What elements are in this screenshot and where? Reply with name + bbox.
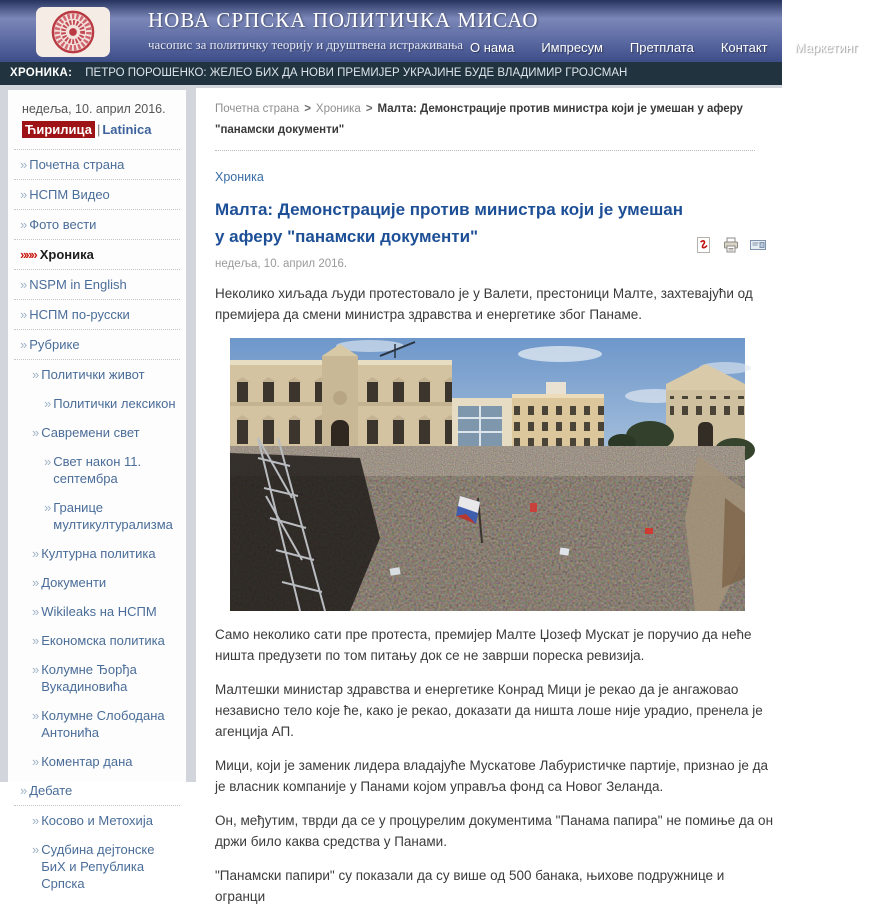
- sidebar-item-label: Косово и Метохија: [41, 813, 153, 828]
- sidebar-item-savremeni-svet[interactable]: [14, 418, 180, 447]
- sidebar-item-label: НСПМ Видео: [29, 187, 110, 202]
- ticker-label: ХРОНИКА:: [10, 67, 73, 79]
- sidebar: [8, 90, 186, 891]
- chevron-icon: [32, 661, 37, 678]
- chevron-icon: [20, 156, 25, 173]
- chevron-icon: [32, 424, 37, 441]
- sidebar-item-dokumenti[interactable]: [14, 568, 180, 597]
- lang-divider: |: [96, 122, 101, 137]
- article-paragraph: Малтешки министар здравства и енергетике Конрад Мици је рекао да је ангажовао независно тело које ће, како је рекао, доказати да ништа лоше није урадио, пренела је агенција АП.: [215, 681, 763, 739]
- sidebar-item-label: Рубрике: [29, 337, 80, 352]
- sidebar-item-label: NSPM in English: [29, 277, 127, 292]
- chevron-icon: [32, 545, 37, 562]
- sidebar-date: недеља, 10. април 2016.: [22, 102, 166, 116]
- sidebar-item-label: Свет након 11. септембра: [53, 454, 142, 486]
- sidebar-item-svet-nakon-11-septembra[interactable]: [14, 447, 180, 493]
- sidebar-item-label: Фото вести: [29, 217, 97, 232]
- sidebar-item-label: Документи: [41, 575, 107, 590]
- sidebar-item-label: Економска политика: [41, 633, 165, 648]
- breadcrumb-current: Малта: Демонстрације против министра који је умешан у аферу "панамски документи": [215, 103, 743, 137]
- sidebar-item-nspm-russki[interactable]: [14, 300, 180, 330]
- sidebar-item-kulturna-politika[interactable]: [14, 539, 180, 568]
- sidebar-item-foto[interactable]: [14, 210, 180, 240]
- sidebar-item-komentar-dana[interactable]: [14, 747, 180, 776]
- lang-cyrillic-button[interactable]: Ћирилица: [22, 121, 95, 138]
- chevron-icon: [20, 246, 36, 263]
- chevron-icon: [20, 186, 25, 203]
- main-content: [196, 88, 896, 904]
- chevron-icon: [32, 707, 37, 724]
- nav-pretplata[interactable]: Претплата: [629, 40, 694, 55]
- sidebar-item-label: Културна политика: [41, 546, 156, 561]
- chevron-icon: [20, 306, 25, 323]
- sidebar-item-label: Коментар дана: [41, 754, 133, 769]
- site-logo[interactable]: [36, 7, 110, 57]
- sidebar-item-label: Колумне Слободана Антонића: [41, 708, 165, 740]
- sidebar-item-label: Политички живот: [41, 367, 145, 382]
- breadcrumb-home[interactable]: Почетна страна: [215, 103, 300, 115]
- nav-kontakt[interactable]: Контакт: [720, 40, 768, 55]
- site-subtitle: часопис за политичку теорију и друштвена истраживања: [148, 37, 464, 52]
- lang-latinica-button[interactable]: Latinica: [102, 122, 152, 137]
- sidebar-item-label: Савремени свет: [41, 425, 140, 440]
- chevron-icon: [32, 841, 37, 858]
- sidebar-item-hronika[interactable]: [14, 240, 180, 270]
- article-tools: [696, 237, 766, 253]
- sidebar-item-label: Судбина дејтонске БиХ и Република Српска: [41, 842, 155, 891]
- article-paragraph: Он, међутим, тврди да се у процурелим документима "Панама папира" не помиње да он држи било каква средства у Панами.: [215, 812, 774, 849]
- sidebar-header: [14, 100, 180, 150]
- ticker-headline[interactable]: ПЕТРО ПОРОШЕНКО: ЖЕЛЕО БИХ ДА НОВИ ПРЕМИЈЕР УКРАЈИНЕ БУДЕ ВЛАДИМИР ГРОЈСМАН: [85, 67, 628, 79]
- sidebar-item-label: Почетна страна: [29, 157, 125, 172]
- sidebar-item-politicki-zivot[interactable]: [14, 360, 180, 389]
- chevron-icon: [20, 782, 25, 799]
- sidebar-item-ekonomska-politika[interactable]: [14, 626, 180, 655]
- sidebar-item-label: Границе мултикултурализма: [53, 500, 173, 532]
- site-header: [0, 0, 858, 62]
- article-date: недеља, 10. април 2016.: [215, 257, 348, 270]
- chevron-icon: [44, 395, 49, 412]
- sidebar-item-label: Дебате: [29, 783, 73, 798]
- nav-o-nama[interactable]: О нама: [470, 40, 515, 55]
- email-icon[interactable]: [750, 237, 766, 253]
- sidebar-item-rubrike[interactable]: [14, 330, 180, 360]
- sidebar-item-sudbina-bih[interactable]: [14, 835, 180, 898]
- sidebar-item-kolumne-vukadinovica[interactable]: [14, 655, 180, 701]
- article-photo: [230, 338, 745, 611]
- chevron-icon: [20, 276, 25, 293]
- article-section-link[interactable]: Хроника: [215, 169, 264, 184]
- pdf-icon[interactable]: [696, 237, 712, 253]
- sidebar-item-kosovo-i-metohija[interactable]: [14, 806, 180, 835]
- sidebar-item-granice-multikulturalizma[interactable]: [14, 493, 180, 539]
- sidebar-item-debate[interactable]: [14, 776, 180, 806]
- breadcrumb-separator: >: [365, 103, 373, 115]
- top-nav: [470, 40, 858, 55]
- nav-marketing[interactable]: Маркетинг: [794, 40, 858, 55]
- language-switcher: [22, 121, 178, 139]
- sidebar-item-nspm-english[interactable]: [14, 270, 180, 300]
- breadcrumb-section[interactable]: Хроника: [315, 103, 361, 115]
- article-title: Малта: Демонстрације против министра који је умешан у аферу "панамски документи": [215, 199, 684, 246]
- sidebar-item-label: Хроника: [39, 247, 94, 262]
- chevron-icon: [20, 216, 25, 233]
- sidebar-item-kolumne-antonica[interactable]: [14, 701, 180, 747]
- chevron-icon: [32, 753, 37, 770]
- breadcrumb: [215, 99, 755, 151]
- chevron-icon: [32, 366, 37, 383]
- article-body: [215, 283, 896, 907]
- sidebar-item-label: Колумне Ђорђа Вукадиновића: [41, 662, 137, 694]
- breadcrumb-separator: >: [304, 103, 311, 115]
- sidebar-item-video[interactable]: [14, 180, 180, 210]
- chevron-icon: [44, 499, 49, 516]
- protest-photo-illustration: [230, 338, 745, 611]
- sidebar-item-politicki-leksikon[interactable]: [14, 389, 180, 418]
- sidebar-item-wikileaks[interactable]: [14, 597, 180, 626]
- nav-impresum[interactable]: Импресум: [541, 40, 603, 55]
- chevron-icon: [32, 574, 37, 591]
- article: [215, 151, 896, 907]
- article-paragraph: Неколико хиљада људи протестовало је у Валети, престоници Малте, захтевајући од премијера да смени министра здравства и енергетике због Панаме.: [215, 285, 753, 322]
- rosette-logo-icon: [50, 9, 96, 55]
- sidebar-item-home[interactable]: [14, 150, 180, 180]
- chevron-icon: [32, 603, 37, 620]
- chevron-icon: [20, 336, 25, 353]
- article-paragraph: Само неколико сати пре протеста, премијер Малте Џозеф Мускат је поручио да неће ништа предузети по том питању док се не заврши пореска ревизија.: [215, 626, 752, 663]
- chevron-icon: [32, 632, 37, 649]
- chevron-icon: [32, 812, 37, 829]
- chevron-icon: [44, 453, 49, 470]
- article-paragraph: Мици, који је заменик лидера владајуће Мускатове Лабуристичке партије, признао је да је власник компаније у Панами којом управља фонд са Новог Зеланда.: [215, 757, 768, 794]
- sidebar-item-label: Политички лексикон: [53, 396, 176, 411]
- sidebar-item-label: Wikileaks на НСПМ: [41, 604, 157, 619]
- sidebar-item-label: НСПМ по-русски: [29, 307, 130, 322]
- article-paragraph: "Панамски папири" су показали да су више од 500 банака, њихове подружнице и огранци: [215, 867, 725, 904]
- news-ticker: [0, 62, 782, 85]
- site-title: НОВА СРПСКА ПОЛИТИЧКА МИСАО: [148, 8, 539, 32]
- print-icon[interactable]: [723, 237, 739, 253]
